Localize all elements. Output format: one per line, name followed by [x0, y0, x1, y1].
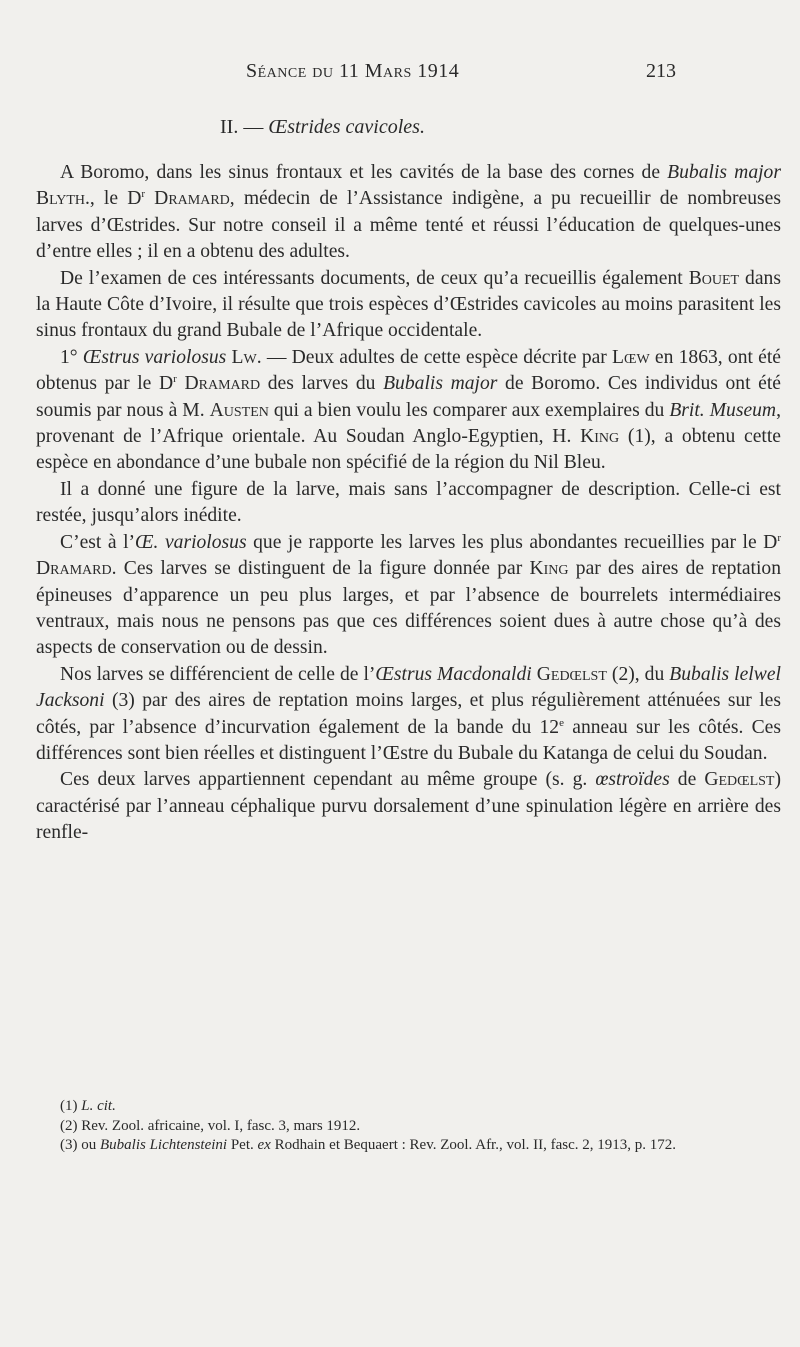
text-segment: , médecin de l’Assistance indigène, a pu recueillir de nombreuses larves d’Œstrides. Sur notre conseil il a même tenté et réussi l’éducation de quelques-unes d’entre elles ; il en a obtenu des adultes.: [36, 188, 781, 263]
text-segment: L. cit.: [81, 1098, 116, 1114]
text-segment: C’est à l’: [60, 531, 136, 553]
text-segment: Œ. variolosus: [135, 531, 247, 553]
text-segment: Dramard: [154, 188, 230, 210]
body-paragraph: [36, 662, 781, 768]
text-segment: (3) par des aires de reptation moins larges, et plus régulièrement atténuées sur les côtés, par l’absence d’incurvation également de la bande du 12: [36, 690, 781, 738]
section-title: Œstrides cavicoles.: [268, 116, 425, 138]
text-segment: ex: [257, 1137, 271, 1153]
text-segment: ) caractérisé par l’anneau céphalique purvu dorsalement d’une spinulation légère en arrière des renfle-: [36, 769, 781, 844]
text-segment: en 1863, ont été obtenus par le D: [36, 346, 781, 395]
text-segment: que je rapporte les larves les plus abondantes recueillies par le D: [246, 531, 778, 553]
text-segment: 1°: [60, 346, 83, 368]
page-number: 213: [646, 60, 676, 82]
text-segment: r: [173, 373, 177, 386]
body-paragraph: [36, 160, 781, 266]
text-segment: A Boromo, dans les sinus frontaux et les cavités de la base des cornes de: [60, 162, 668, 183]
footnote: [36, 1117, 781, 1137]
text-segment: [145, 188, 154, 209]
body-paragraph: [36, 767, 781, 846]
text-segment: Bouet: [688, 267, 740, 289]
text-segment: De l’examen de ces intéressants documents, de ceux qu’a recueillis également: [60, 267, 689, 289]
footnotes: [36, 1097, 781, 1156]
text-segment: qui a bien voulu les comparer aux exemplaires du: [268, 399, 670, 421]
text-segment: Gedœlst: [536, 663, 607, 685]
text-segment: par des aires de reptation épineuses d’apparence un peu plus larges, et par l’absence de bourrelets intermédiaires ventraux, mais nous ne pensons pas que ces différences soient dues à autre chose qu’à des aspects de conservation ou de dessin.: [36, 558, 781, 659]
text-segment: des larves du: [260, 373, 384, 395]
body-paragraph: [36, 477, 781, 530]
text-segment: King: [580, 426, 620, 448]
text-segment: (2), du: [606, 663, 670, 685]
text-segment: Lœw: [612, 346, 650, 368]
text-segment: r: [141, 188, 146, 201]
text-segment: Austen: [209, 399, 269, 421]
text-segment: Brit. Museum: [669, 399, 777, 421]
running-title: Séance du 11 Mars 1914: [246, 60, 460, 82]
text-segment: de: [669, 769, 705, 791]
text-segment: Gedœlst: [704, 769, 775, 791]
text-segment: Bubalis Lichtensteini: [100, 1137, 228, 1153]
text-segment: , provenant de l’Afrique orientale. Au Soudan Anglo-Egyptien, H.: [36, 399, 781, 448]
body-paragraph: [36, 345, 781, 477]
text-segment: dans la Haute Côte d’Ivoire, il résulte que trois espèces d’Œstrides cavicoles au moins parasitent les sinus frontaux du grand Bubale de l’Afrique occidentale.: [36, 267, 781, 342]
text-segment: King: [529, 558, 569, 580]
text-segment: de Boromo. Ces individus ont été soumis par nous à M.: [36, 373, 781, 421]
text-segment: Pet.: [227, 1137, 258, 1153]
text-segment: Rodhain et Bequaert : Rev. Zool. Afr., vol. II, fasc. 2, 1913, p. 172.: [270, 1137, 677, 1153]
text-segment: e: [559, 716, 564, 729]
text-segment: (2) Rev. Zool. africaine, vol. I, fasc. 3, mars 1912.: [60, 1117, 361, 1134]
text-segment: . Ces larves se distinguent de la figure donnée par: [111, 558, 530, 580]
text-segment: Ces deux larves appartiennent cependant au même groupe (s. g.: [60, 769, 596, 791]
section-number: II.: [220, 116, 239, 138]
text-segment: Bubalis lelwel Jacksoni: [36, 663, 781, 712]
text-segment: (1), a obtenu cette espèce en abondance d’une bubale non spécifié de la région du Nil Bleu.: [36, 426, 781, 474]
text-segment: anneau sur les côtés. Ces différences sont bien réelles et distinguent l’Œstre du Bubale du Katanga de celui du Soudan.: [36, 716, 782, 764]
text-segment: , le D: [89, 188, 142, 210]
body-text: [36, 160, 781, 847]
text-segment: Il a donné une figure de la larve, mais sans l’accompagner de description. Celle-ci est restée, jusqu’alors inédite.: [36, 478, 781, 527]
text-segment: Blyth.: [36, 188, 90, 210]
text-segment: (3) ou: [60, 1137, 100, 1153]
section-heading: [220, 116, 425, 139]
text-segment: Dramard: [184, 373, 261, 395]
text-segment: Œstrus variolosus: [82, 346, 227, 368]
footnote: [36, 1136, 781, 1156]
footnote: [36, 1097, 781, 1117]
text-segment: œstroïdes: [595, 769, 670, 791]
text-segment: (1): [60, 1098, 82, 1114]
running-header: [0, 60, 800, 90]
text-segment: Nos larves se différencient de celle de l’: [60, 663, 376, 685]
text-segment: — Deux adultes de cette espèce décrite par: [261, 346, 613, 368]
body-paragraph: [36, 266, 781, 345]
text-segment: Bubalis major: [667, 162, 781, 183]
text-segment: Bubalis major: [383, 373, 498, 395]
body-paragraph: [36, 530, 781, 662]
text-segment: Œstrus Macdonaldi: [375, 663, 532, 685]
text-segment: r: [777, 531, 781, 544]
text-segment: Dramard: [36, 558, 112, 580]
section-dash: —: [238, 116, 269, 138]
text-segment: Lw.: [231, 346, 262, 368]
